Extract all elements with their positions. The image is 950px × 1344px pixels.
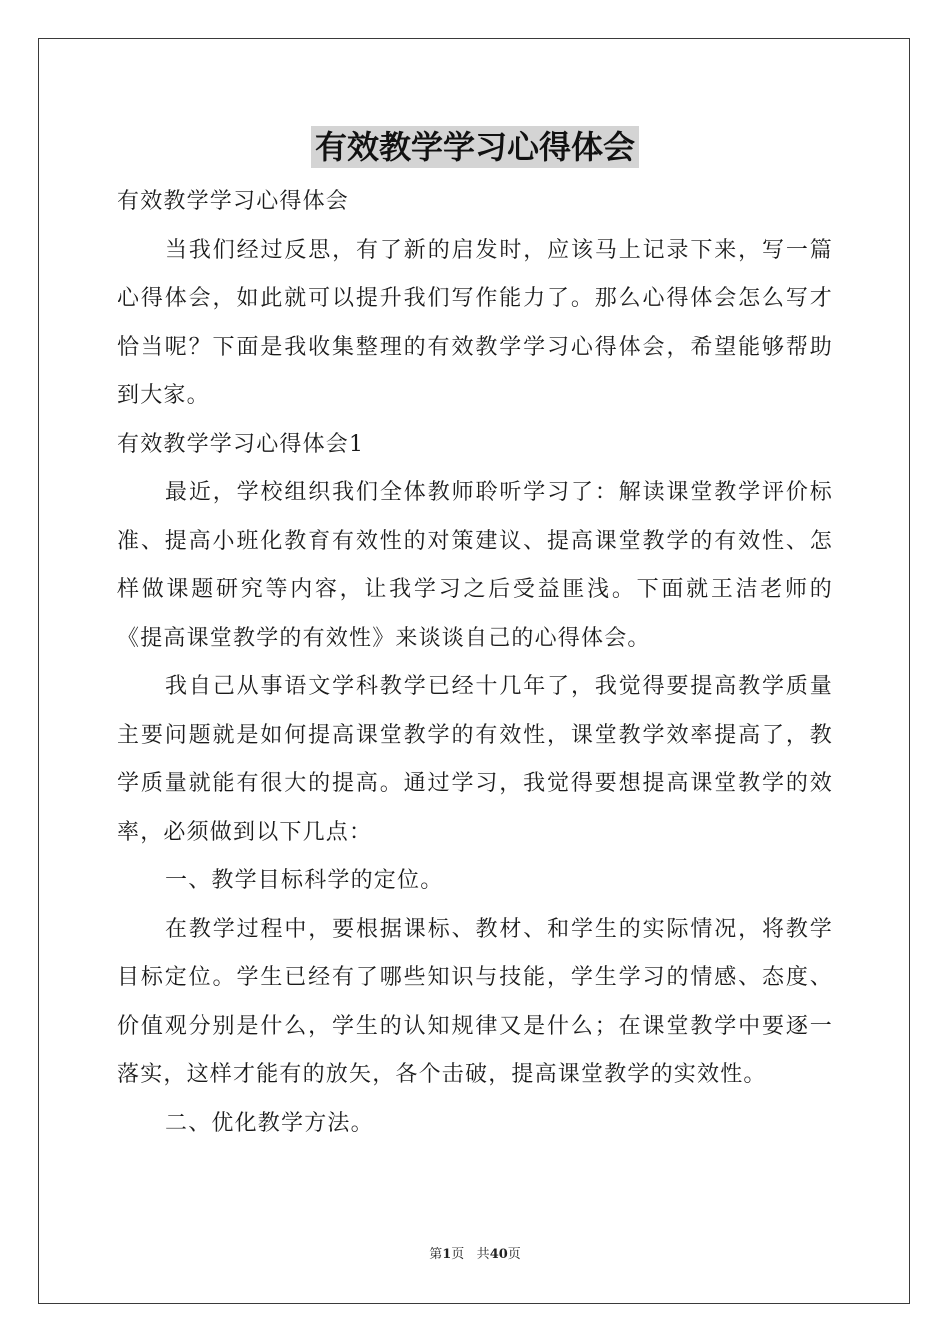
page-suffix: 页 [451,1247,465,1262]
list-heading: 二、优化教学方法。 [165,1110,374,1136]
list-heading: 一、教学目标科学的定位。 [165,868,444,893]
title-container [0,126,950,168]
document-subtitle: 有效教学学习心得体会 [117,189,350,214]
document-body [117,178,833,1148]
total-pages: 40 [489,1247,508,1262]
page-footer [0,1246,950,1264]
body-paragraph: 在教学过程中，要根据课标、教材、和学生的实际情况，将教学目标定位。学生已经有了哪些知识与技能，学生学习的情感、态度、价值观分别是什么，学生的认知规律又是什么；在课堂教学中要逐一落实，这样才能有的放矢，各个击破，提高课堂教学的实效性。 [117,916,833,1087]
page-prefix: 第 [429,1247,443,1262]
total-prefix: 共 [476,1247,490,1262]
total-suffix: 页 [507,1247,521,1262]
document-title: 有效教学学习心得体会 [311,126,639,168]
body-paragraph: 我自己从事语文学科教学已经十几年了，我觉得要提高教学质量主要问题就是如何提高课堂教学的有效性，课堂教学效率提高了，教学质量就能有很大的提高。通过学习，我觉得要想提高课堂教学的效率，必须做到以下几点： [117,674,833,845]
body-paragraph: 最近，学校组织我们全体教师聆听学习了：解读课堂教学评价标准、提高小班化教育有效性的对策建议、提高课堂教学的有效性、怎样做课题研究等内容，让我学习之后受益匪浅。下面就王洁老师的《提高课堂教学的有效性》来谈谈自己的心得体会。 [117,480,833,651]
section-heading: 有效教学学习心得体会1 [117,431,365,457]
page-number: 1 [442,1247,452,1262]
intro-paragraph: 当我们经过反思，有了新的启发时，应该马上记录下来，写一篇心得体会，如此就可以提升我们写作能力了。那么心得体会怎么写才恰当呢？下面是我收集整理的有效教学学习心得体会，希望能够帮助到大家。 [117,237,833,408]
